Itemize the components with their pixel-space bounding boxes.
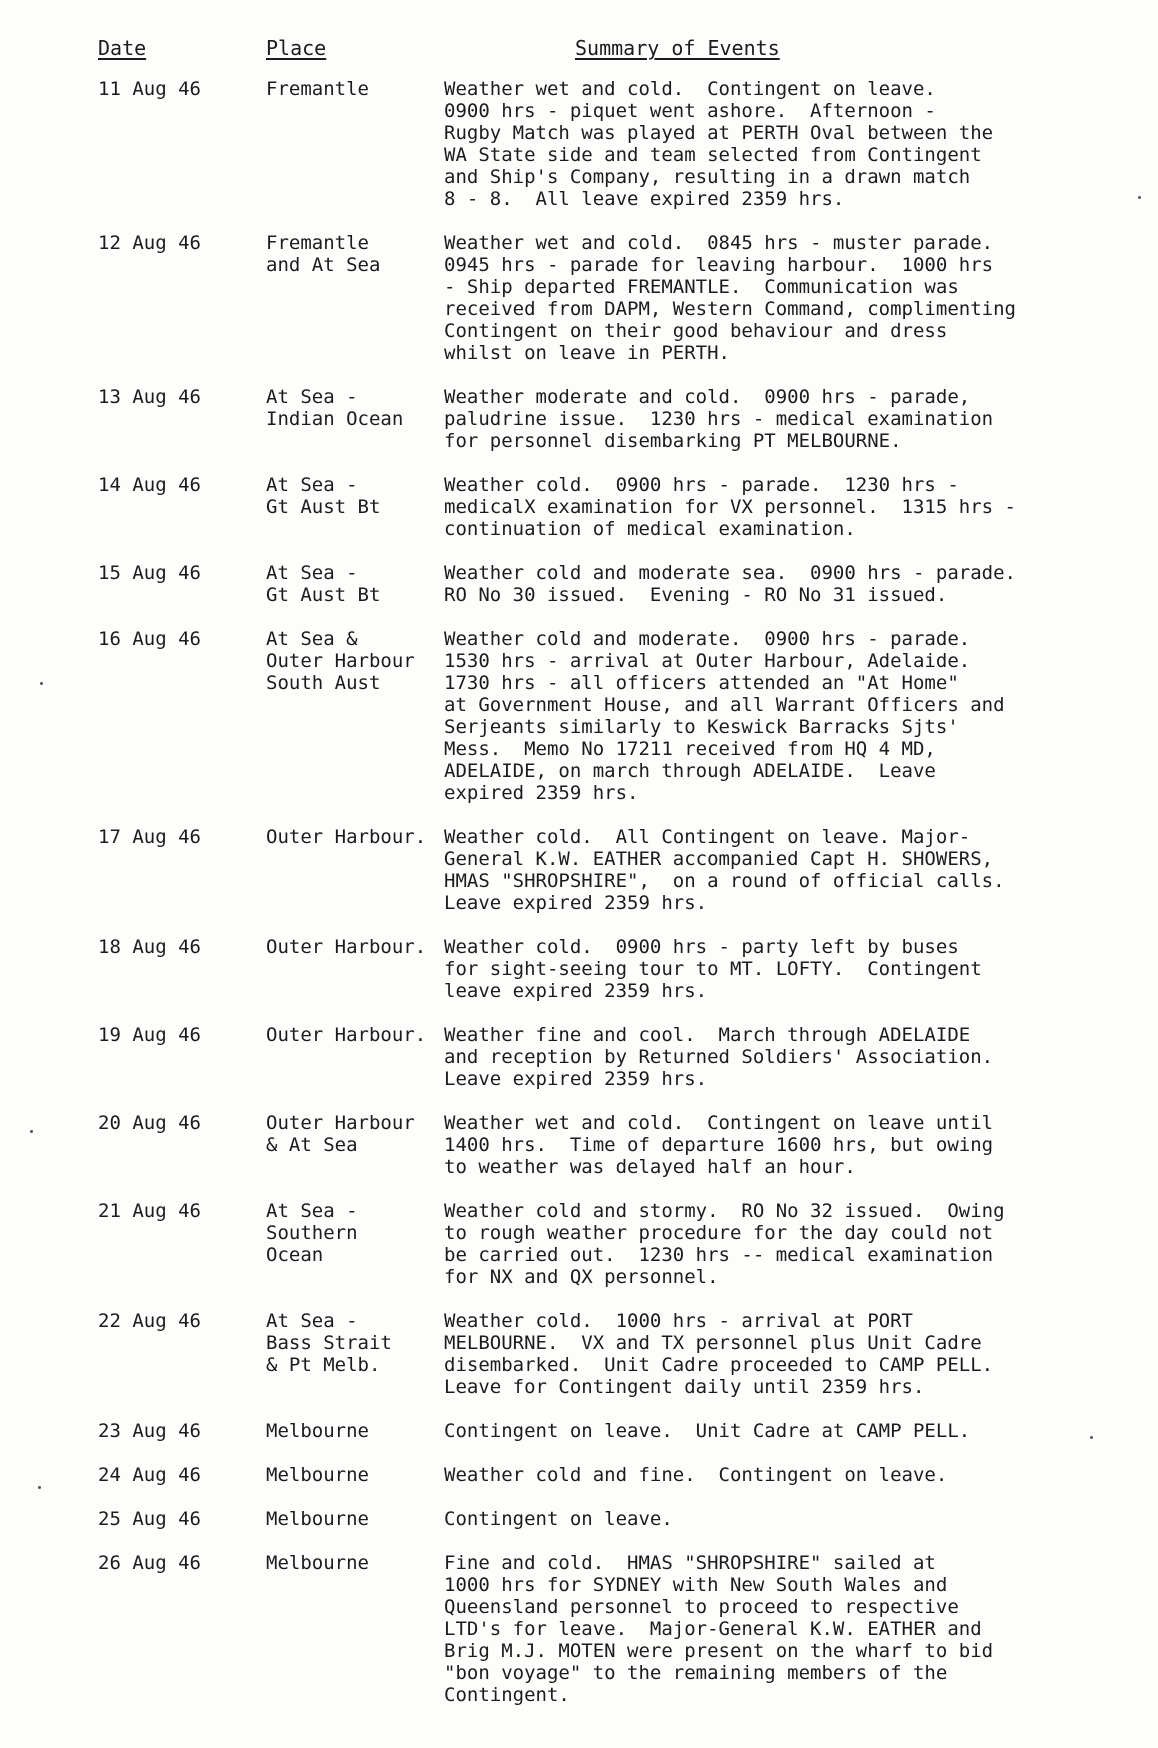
- entry-date: 15 Aug 46: [98, 562, 201, 584]
- diary-entry: [0, 1310, 1158, 1398]
- entry-summary-line: Weather wet and cold. 0845 hrs - muster parade.: [444, 232, 994, 254]
- entry-date: 21 Aug 46: [98, 1200, 201, 1222]
- scan-speck: [40, 682, 43, 685]
- entry-summary: [444, 1420, 970, 1442]
- entry-place-line: Outer Harbour.: [266, 1024, 427, 1046]
- entry-place-line: Outer Harbour: [266, 1112, 415, 1134]
- entry-place-line: At Sea -: [266, 474, 358, 496]
- entry-place: [266, 628, 415, 694]
- entry-date: 12 Aug 46: [98, 232, 201, 254]
- diary-entry: [0, 1464, 1158, 1486]
- entry-place: [266, 474, 380, 518]
- entry-summary-line: Mess. Memo No 17211 received from HQ 4 MD,: [444, 738, 936, 760]
- diary-entry: [0, 1112, 1158, 1178]
- entry-summary: [444, 1464, 947, 1486]
- entry-summary-line: Contingent.: [444, 1684, 570, 1706]
- entry-place-line: Fremantle: [266, 232, 369, 254]
- entry-summary-line: Brig M.J. MOTEN were present on the wharf to bid: [444, 1640, 994, 1662]
- entry-place: [266, 562, 380, 606]
- entry-summary-line: whilst on leave in PERTH.: [444, 342, 730, 364]
- entry-summary-line: to weather was delayed half an hour.: [444, 1156, 856, 1178]
- entry-place-line: South Aust: [266, 672, 381, 694]
- entry-summary-line: for sight-seeing tour to MT. LOFTY. Contingent: [444, 958, 982, 980]
- entry-summary-line: General K.W. EATHER accompanied Capt H. SHOWERS,: [444, 848, 994, 870]
- entry-place-line: Ocean: [266, 1244, 324, 1266]
- entry-summary: [444, 1310, 993, 1398]
- entry-date: 16 Aug 46: [98, 628, 201, 650]
- entry-summary: [444, 474, 1016, 540]
- summary-column-header: Summary of Events: [575, 36, 780, 60]
- entry-summary-line: Weather fine and cool. March through ADELAIDE: [444, 1024, 971, 1046]
- entry-summary: [444, 386, 993, 452]
- entry-place: [266, 78, 369, 100]
- entry-date: 23 Aug 46: [98, 1420, 201, 1442]
- entry-place-line: Melbourne: [266, 1420, 369, 1442]
- diary-entry: [0, 628, 1158, 804]
- diary-entry: [0, 1508, 1158, 1530]
- entry-summary-line: be carried out. 1230 hrs -- medical examination: [444, 1244, 994, 1266]
- entry-summary-line: Serjeants similarly to Keswick Barracks Sjts': [444, 716, 959, 738]
- entry-date: 24 Aug 46: [98, 1464, 201, 1486]
- entry-place-line: At Sea -: [266, 1200, 358, 1222]
- scan-speck: [30, 1130, 33, 1133]
- entry-summary-line: 8 - 8. All leave expired 2359 hrs.: [444, 188, 845, 210]
- entry-place-line: Gt Aust Bt: [266, 584, 381, 606]
- entry-place-line: Outer Harbour.: [266, 936, 427, 958]
- entry-summary: [444, 1508, 673, 1530]
- entry-summary-line: Weather wet and cold. Contingent on leave.: [444, 78, 936, 100]
- entry-place-line: Gt Aust Bt: [266, 496, 381, 518]
- diary-entry: [0, 474, 1158, 540]
- entry-summary-line: Weather moderate and cold. 0900 hrs - parade,: [444, 386, 971, 408]
- entry-summary-line: Weather cold and stormy. RO No 32 issued. Owing: [444, 1200, 1005, 1222]
- entry-summary-line: MELBOURNE. VX and TX personnel plus Unit Cadre: [444, 1332, 982, 1354]
- entry-summary-line: paludrine issue. 1230 hrs - medical examination: [444, 408, 994, 430]
- entry-summary-line: Weather cold and moderate sea. 0900 hrs - parade.: [444, 562, 1016, 584]
- diary-entry: [0, 78, 1158, 210]
- entry-summary-line: for personnel disembarking PT MELBOURNE.: [444, 430, 902, 452]
- scan-speck: [1138, 196, 1141, 199]
- entry-place: [266, 1200, 358, 1266]
- diary-entry: [0, 936, 1158, 1002]
- scan-speck: [38, 1486, 41, 1489]
- entry-summary-line: 1000 hrs for SYDNEY with New South Wales and: [444, 1574, 948, 1596]
- entry-summary-line: Fine and cold. HMAS "SHROPSHIRE" sailed at: [444, 1552, 936, 1574]
- entry-place: [266, 232, 380, 276]
- entry-summary-line: - Ship departed FREMANTLE. Communication was: [444, 276, 959, 298]
- entry-place-line: Indian Ocean: [266, 408, 404, 430]
- entry-place-line: Bass Strait: [266, 1332, 392, 1354]
- entry-place: [266, 1024, 426, 1046]
- diary-entry: [0, 1420, 1158, 1442]
- entry-summary-line: expired 2359 hrs.: [444, 782, 639, 804]
- entry-summary-line: Rugby Match was played at PERTH Oval between the: [444, 122, 994, 144]
- entry-summary-line: for NX and QX personnel.: [444, 1266, 719, 1288]
- entry-place-line: Southern: [266, 1222, 358, 1244]
- entry-date: 13 Aug 46: [98, 386, 201, 408]
- entry-place: [266, 1508, 369, 1530]
- entry-summary: [444, 1024, 993, 1090]
- entry-date: 26 Aug 46: [98, 1552, 201, 1574]
- entry-summary: [444, 628, 1005, 804]
- date-column-header: Date: [98, 36, 147, 60]
- diary-entry: [0, 1024, 1158, 1090]
- entry-summary-line: Leave expired 2359 hrs.: [444, 1068, 708, 1090]
- entry-summary: [444, 78, 993, 210]
- entry-summary-line: to rough weather procedure for the day could not: [444, 1222, 994, 1244]
- entry-summary: [444, 1552, 993, 1706]
- entry-date: 17 Aug 46: [98, 826, 201, 848]
- diary-entry: [0, 232, 1158, 364]
- diary-entry: [0, 1200, 1158, 1288]
- entry-summary-line: Leave for Contingent daily until 2359 hrs.: [444, 1376, 925, 1398]
- entry-summary-line: Weather cold. 0900 hrs - parade. 1230 hrs -: [444, 474, 959, 496]
- entry-date: 25 Aug 46: [98, 1508, 201, 1530]
- entry-date: 22 Aug 46: [98, 1310, 201, 1332]
- entry-place: [266, 1310, 392, 1376]
- entry-summary: [444, 1112, 993, 1178]
- entry-summary-line: Contingent on leave. Unit Cadre at CAMP PELL.: [444, 1420, 971, 1442]
- diary-entry: [0, 826, 1158, 914]
- entry-summary-line: and reception by Returned Soldiers' Association.: [444, 1046, 994, 1068]
- entry-summary: [444, 936, 982, 1002]
- entry-summary-line: WA State side and team selected from Contingent: [444, 144, 982, 166]
- entry-place-line: and At Sea: [266, 254, 381, 276]
- entry-summary-line: Contingent on leave.: [444, 1508, 673, 1530]
- entry-summary: [444, 826, 1005, 914]
- entry-place-line: At Sea -: [266, 1310, 358, 1332]
- entry-place: [266, 1112, 415, 1156]
- entry-place: [266, 1420, 369, 1442]
- entry-place: [266, 1552, 369, 1574]
- entry-summary-line: disembarked. Unit Cadre proceeded to CAMP PELL.: [444, 1354, 994, 1376]
- entry-summary-line: ADELAIDE, on march through ADELAIDE. Leave: [444, 760, 936, 782]
- entry-summary-line: 1530 hrs - arrival at Outer Harbour, Adelaide.: [444, 650, 971, 672]
- entry-summary-line: LTD's for leave. Major-General K.W. EATHER and: [444, 1618, 982, 1640]
- entry-place: [266, 386, 403, 430]
- entry-summary-line: "bon voyage" to the remaining members of the: [444, 1662, 948, 1684]
- entry-summary-line: HMAS "SHROPSHIRE", on a round of official calls.: [444, 870, 1005, 892]
- entry-summary: [444, 562, 1016, 606]
- entry-place-line: & Pt Melb.: [266, 1354, 381, 1376]
- entry-date: 11 Aug 46: [98, 78, 201, 100]
- entry-summary-line: Weather cold. 1000 hrs - arrival at PORT: [444, 1310, 913, 1332]
- entry-summary-line: RO No 30 issued. Evening - RO No 31 issued.: [444, 584, 948, 606]
- entry-summary: [444, 1200, 1005, 1288]
- place-column-header: Place: [266, 36, 327, 60]
- entry-summary-line: continuation of medical examination.: [444, 518, 856, 540]
- entry-summary-line: Weather cold. 0900 hrs - party left by buses: [444, 936, 959, 958]
- entry-place-line: Melbourne: [266, 1464, 369, 1486]
- entry-summary-line: 0945 hrs - parade for leaving harbour. 1000 hrs: [444, 254, 994, 276]
- entry-place: [266, 826, 426, 848]
- entry-date: 18 Aug 46: [98, 936, 201, 958]
- entry-summary-line: received from DAPM, Western Command, complimenting: [444, 298, 1016, 320]
- diary-entry: [0, 386, 1158, 452]
- entry-place-line: & At Sea: [266, 1134, 358, 1156]
- entry-place-line: At Sea &: [266, 628, 358, 650]
- entry-summary-line: Weather wet and cold. Contingent on leave until: [444, 1112, 994, 1134]
- entry-summary-line: 1400 hrs. Time of departure 1600 hrs, but owing: [444, 1134, 994, 1156]
- entry-place: [266, 1464, 369, 1486]
- entry-place-line: Melbourne: [266, 1552, 369, 1574]
- entry-summary-line: Weather cold and fine. Contingent on leave.: [444, 1464, 948, 1486]
- entry-summary-line: Leave expired 2359 hrs.: [444, 892, 708, 914]
- entry-place: [266, 936, 426, 958]
- entry-place-line: Fremantle: [266, 78, 369, 100]
- table-header: [0, 34, 1158, 62]
- entry-date: 20 Aug 46: [98, 1112, 201, 1134]
- entry-place-line: Outer Harbour.: [266, 826, 427, 848]
- entry-summary-line: 1730 hrs - all officers attended an "At Home": [444, 672, 959, 694]
- entry-summary-line: 0900 hrs - piquet went ashore. Afternoon -: [444, 100, 936, 122]
- entry-summary-line: Weather cold and moderate. 0900 hrs - parade.: [444, 628, 971, 650]
- entry-place-line: At Sea -: [266, 386, 358, 408]
- entry-summary-line: Queensland personnel to proceed to respective: [444, 1596, 959, 1618]
- war-diary-entries: [0, 78, 1158, 1728]
- entry-summary-line: at Government House, and all Warrant Officers and: [444, 694, 1005, 716]
- entry-place-line: Melbourne: [266, 1508, 369, 1530]
- entry-summary-line: medicalX examination for VX personnel. 1315 hrs -: [444, 496, 1016, 518]
- entry-place-line: At Sea -: [266, 562, 358, 584]
- diary-entry: [0, 1552, 1158, 1706]
- entry-summary: [444, 232, 1016, 364]
- entry-summary-line: Weather cold. All Contingent on leave. Major-: [444, 826, 971, 848]
- entry-summary-line: leave expired 2359 hrs.: [444, 980, 708, 1002]
- diary-entry: [0, 562, 1158, 606]
- entry-date: 14 Aug 46: [98, 474, 201, 496]
- scan-speck: [1090, 1436, 1093, 1439]
- entry-date: 19 Aug 46: [98, 1024, 201, 1046]
- entry-place-line: Outer Harbour: [266, 650, 415, 672]
- entry-summary-line: Contingent on their good behaviour and dress: [444, 320, 948, 342]
- entry-summary-line: and Ship's Company, resulting in a drawn match: [444, 166, 971, 188]
